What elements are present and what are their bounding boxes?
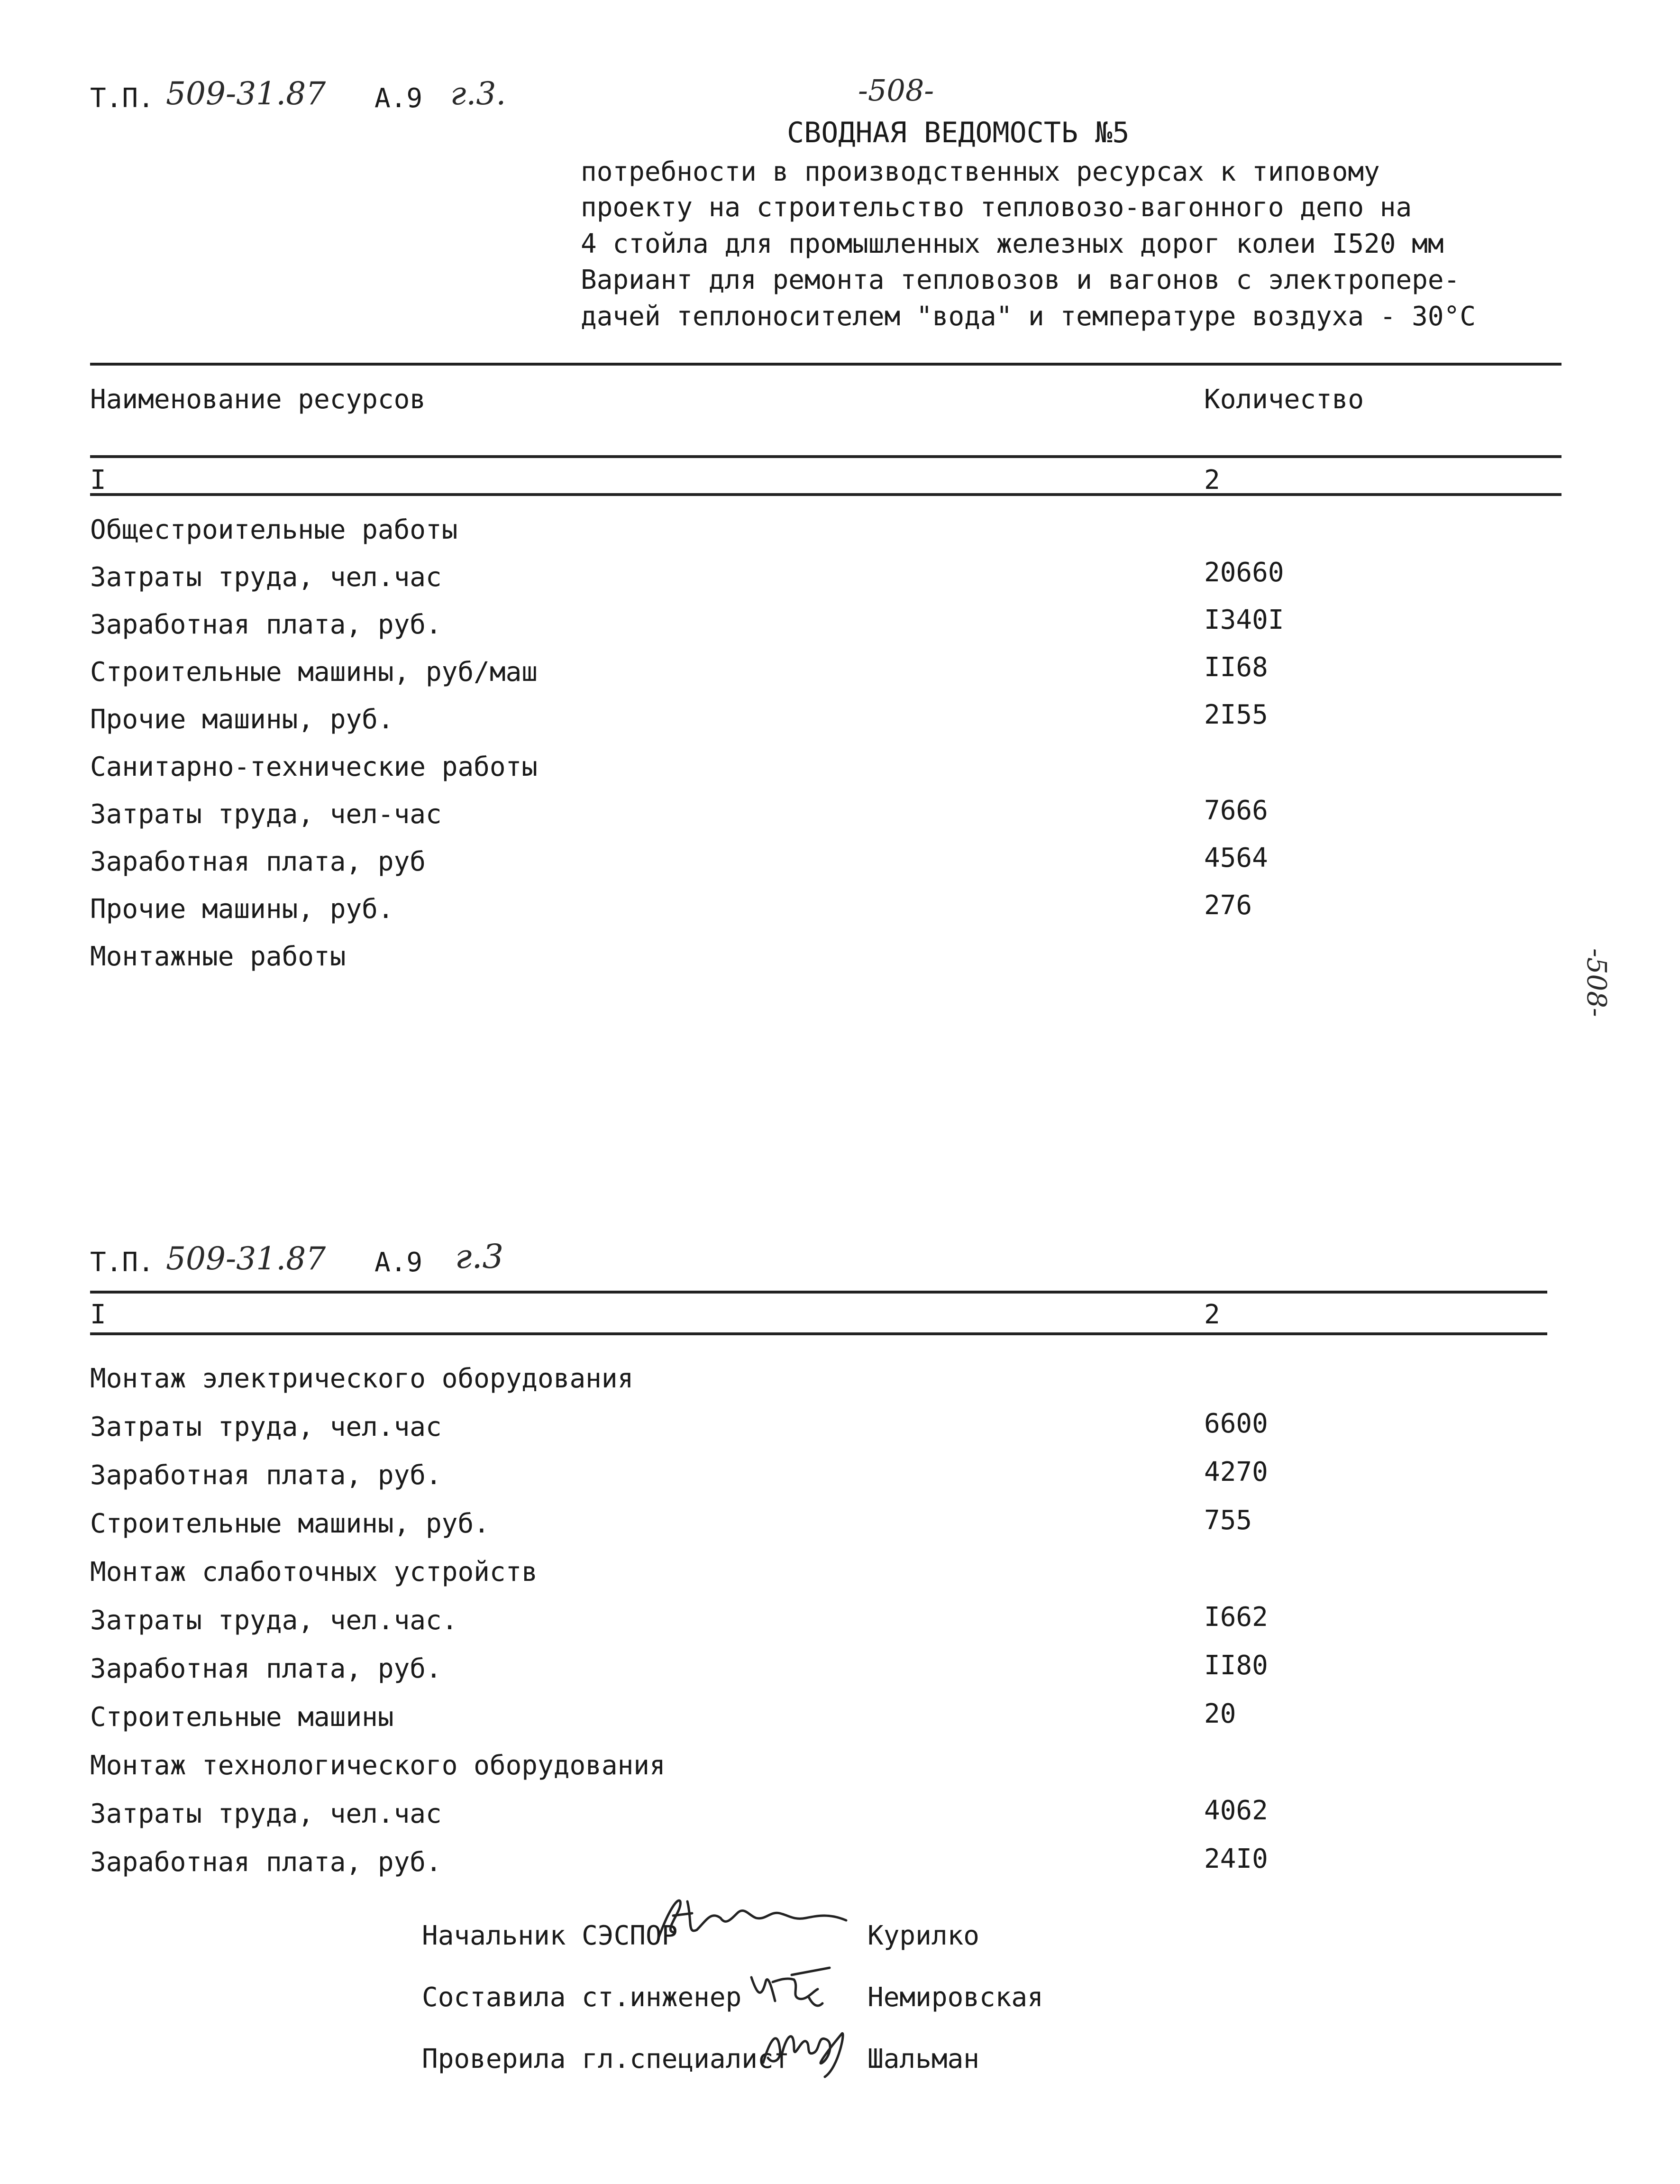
table-row-qty: 6600 bbox=[1204, 1408, 1268, 1439]
table-row-qty: 20660 bbox=[1204, 557, 1284, 588]
table-row-qty: 20 bbox=[1204, 1698, 1236, 1729]
subtitle-line-5: дачей теплоносителем "вода" и температуре воздуха - 30°С bbox=[581, 301, 1476, 332]
subtitle-line-3: 4 стойла для промышленных железных дорог колеи I520 мм bbox=[581, 229, 1444, 259]
table-row-name: Строительные машины, руб/маш bbox=[90, 657, 538, 688]
table1-col1-number: I bbox=[90, 465, 106, 496]
table-row-name: Монтаж технологического оборудования bbox=[90, 1750, 666, 1781]
table-row-name: Затраты труда, чел.час. bbox=[90, 1605, 458, 1636]
table-row-qty: 755 bbox=[1204, 1505, 1252, 1536]
signature-name-1: Курилко bbox=[867, 1920, 980, 1951]
table-row-name: Затраты труда, чел.час bbox=[90, 562, 442, 593]
table-row-name: Монтаж слаботочных устройств bbox=[90, 1557, 538, 1588]
signature-role-2: Составила ст.инженер bbox=[422, 1982, 742, 2013]
handwritten-signature-2 bbox=[747, 1963, 837, 2015]
subtitle-line-2: проекту на строительство тепловозо-вагонного депо на bbox=[581, 192, 1412, 223]
page-title: СВОДНАЯ ВЕДОМОСТЬ №5 bbox=[787, 116, 1130, 149]
table-row-name: Монтаж электрического оборудования bbox=[90, 1363, 634, 1394]
table-row-name: Строительные машины, руб. bbox=[90, 1508, 490, 1539]
album-label-2: А.9 bbox=[374, 1247, 423, 1278]
table1-top-rule bbox=[90, 363, 1561, 366]
part-label: г.3. bbox=[450, 75, 506, 112]
tp-number-2: 509-31.87 bbox=[166, 1240, 326, 1277]
table-row-name: Затраты труда, чел.час bbox=[90, 1799, 442, 1829]
table-row-qty: II80 bbox=[1204, 1650, 1268, 1681]
margin-page-mark: -508- bbox=[1581, 948, 1612, 1017]
table1-header-rule bbox=[90, 455, 1561, 458]
subtitle-line-1: потребности в производственных ресурсах к типовому bbox=[581, 156, 1380, 187]
table-row-name: Общестроительные работы bbox=[90, 514, 458, 545]
table-row-name: Затраты труда, чел-час bbox=[90, 799, 442, 830]
table-row-qty: 7666 bbox=[1204, 795, 1268, 826]
signature-name-2: Немировская bbox=[867, 1982, 1043, 2013]
table-row-qty: 276 bbox=[1204, 890, 1252, 921]
table-row-name: Санитарно-технические работы bbox=[90, 752, 538, 782]
table1-number-rule bbox=[90, 493, 1561, 496]
table-row-name: Монтажные работы bbox=[90, 941, 346, 972]
handwritten-signature-1 bbox=[654, 1892, 853, 1944]
table-row-qty: 2I55 bbox=[1204, 699, 1268, 730]
tp-label-2: Т.П. bbox=[90, 1247, 154, 1278]
table-row-name: Заработная плата, руб. bbox=[90, 1460, 442, 1491]
signature-role-1: Начальник СЭСПОР bbox=[422, 1920, 678, 1951]
table-row-name: Заработная плата, руб. bbox=[90, 609, 442, 640]
table2-number-rule bbox=[90, 1332, 1547, 1335]
table-row-name: Затраты труда, чел.час bbox=[90, 1412, 442, 1442]
table1-col2-number: 2 bbox=[1204, 465, 1220, 496]
tp-number: 509-31.87 bbox=[166, 75, 326, 112]
table1-col1-header: Наименование ресурсов bbox=[90, 384, 426, 415]
table-row-name: Строительные машины bbox=[90, 1702, 394, 1733]
table-row-qty: 4564 bbox=[1204, 843, 1268, 873]
album-label: А.9 bbox=[374, 83, 423, 114]
table-row-qty: I340I bbox=[1204, 605, 1284, 635]
table-row-qty: I662 bbox=[1204, 1602, 1268, 1633]
table2-col2-number: 2 bbox=[1204, 1299, 1220, 1330]
handwritten-signature-3 bbox=[758, 2020, 853, 2082]
table-row-qty: 4270 bbox=[1204, 1457, 1268, 1487]
table-row-qty: 24I0 bbox=[1204, 1844, 1268, 1874]
signature-name-3: Шальман bbox=[867, 2044, 980, 2074]
table-row-qty: 4062 bbox=[1204, 1795, 1268, 1826]
signature-role-3: Проверила гл.специалист bbox=[422, 2044, 790, 2074]
subtitle-line-4: Вариант для ремонта тепловозов и вагонов с электропере- bbox=[581, 265, 1460, 295]
table-row-name: Прочие машины, руб. bbox=[90, 704, 394, 735]
part-label-2: г.3 bbox=[455, 1237, 504, 1276]
tp-label: Т.П. bbox=[90, 83, 154, 114]
table2-col1-number: I bbox=[90, 1299, 106, 1330]
table2-top-rule bbox=[90, 1291, 1547, 1294]
table-row-name: Заработная плата, руб bbox=[90, 846, 426, 877]
table-row-qty: II68 bbox=[1204, 652, 1268, 683]
table1-col2-header: Количество bbox=[1204, 384, 1364, 415]
table-row-name: Заработная плата, руб. bbox=[90, 1653, 442, 1684]
table-row-name: Прочие машины, руб. bbox=[90, 894, 394, 925]
page-number: -508- bbox=[858, 73, 934, 108]
table-row-name: Заработная плата, руб. bbox=[90, 1847, 442, 1878]
